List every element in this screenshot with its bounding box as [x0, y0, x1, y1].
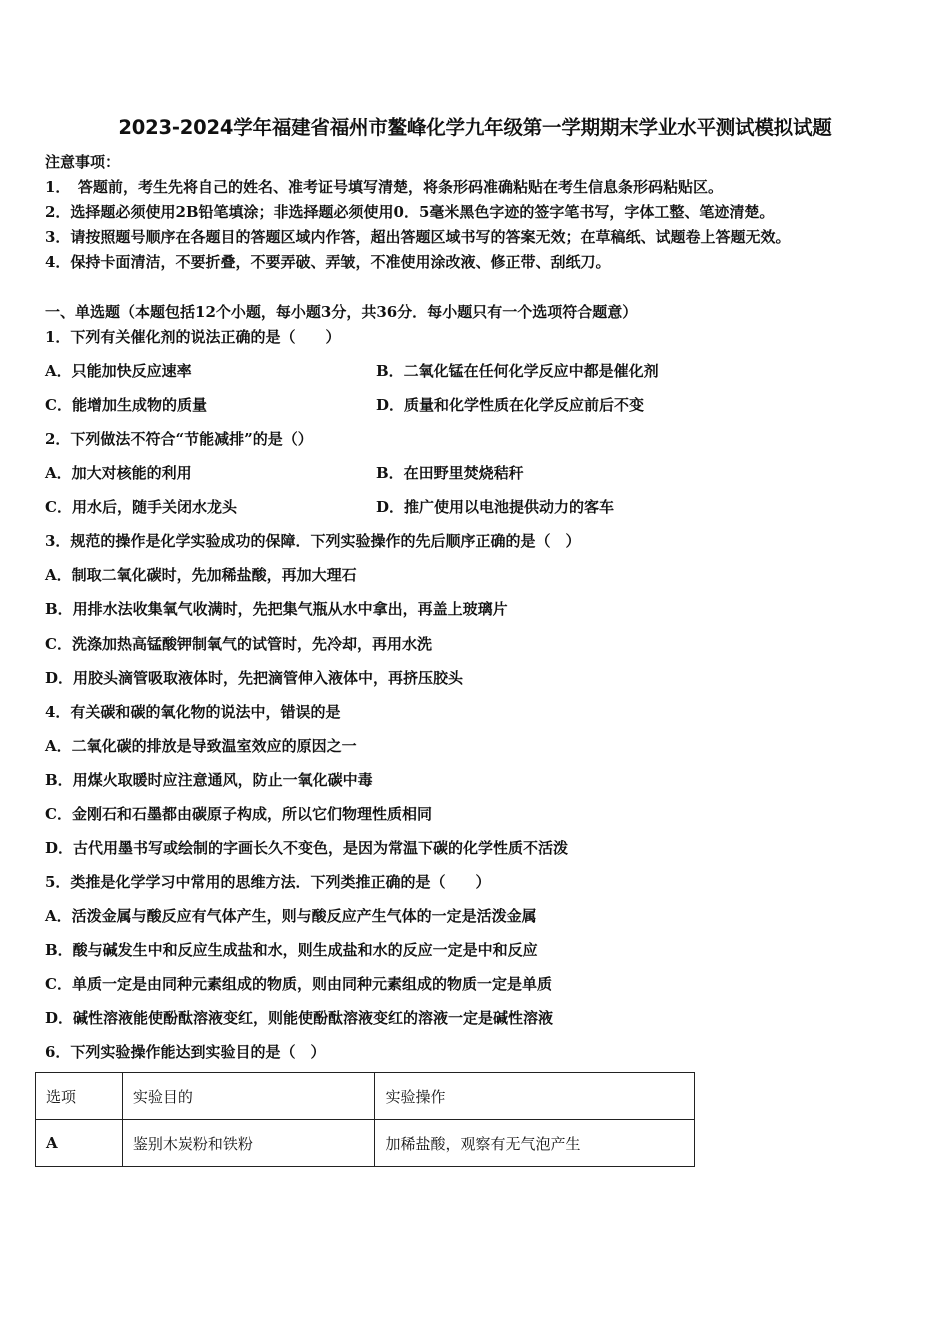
table-header-cell: 选项 [36, 1073, 123, 1120]
table-cell: A [36, 1120, 123, 1167]
section-heading: 一、单选题（本题包括12个小题，每小题3分，共36分．每小题只有一个选项符合题意） [45, 303, 638, 321]
notice-item: 4．保持卡面清洁，不要折叠，不要弄破、弄皱，不准使用涂改液、修正带、刮纸刀。 [45, 253, 611, 271]
notice-item: 1． 答题前，考生先将自己的姓名、准考证号填写清楚，将条形码准确粘贴在考生信息条形码粘贴区。 [45, 178, 723, 196]
option-a: A．制取二氧化碳时，先加稀盐酸，再加大理石 [45, 566, 357, 584]
page-title: 2023-2024学年福建省福州市鳌峰化学九年级第一学期期末学业水平测试模拟试题 [118, 116, 832, 139]
option-b: B．二氧化锰在任何化学反应中都是催化剂 [376, 362, 659, 380]
option-d: D．用胶头滴管吸取液体时，先把滴管伸入液体中，再挤压胶头 [45, 669, 464, 687]
table-header-row [36, 1073, 695, 1120]
option-c: C．能增加生成物的质量 [45, 396, 207, 414]
option-d: D．碱性溶液能使酚酞溶液变红，则能使酚酞溶液变红的溶液一定是碱性溶液 [45, 1009, 554, 1027]
option-b: B．酸与碱发生中和反应生成盐和水，则生成盐和水的反应一定是中和反应 [45, 941, 538, 959]
option-c: C．单质一定是由同种元素组成的物质，则由同种元素组成的物质一定是单质 [45, 975, 552, 993]
table-header-cell: 实验操作 [375, 1073, 695, 1120]
option-a: A．只能加快反应速率 [45, 362, 192, 380]
option-b: B．用排水法收集氧气收满时，先把集气瓶从水中拿出，再盖上玻璃片 [45, 600, 508, 618]
option-d: D．质量和化学性质在化学反应前后不变 [376, 396, 645, 414]
notice-item: 3．请按照题号顺序在各题目的答题区域内作答，超出答题区域书写的答案无效；在草稿纸、试题卷上答题无效。 [45, 228, 791, 246]
table-header-cell: 实验目的 [122, 1073, 375, 1120]
option-b: B．在田野里焚烧秸秆 [376, 464, 524, 482]
option-d: D．推广使用以电池提供动力的客车 [376, 498, 615, 516]
question-stem: 5．类推是化学学习中常用的思维方法．下列类推正确的是（ ） [45, 873, 491, 891]
option-a: A．活泼金属与酸反应有气体产生，则与酸反应产生气体的一定是活泼金属 [45, 907, 537, 925]
notice-item: 2．选择题必须使用2B铅笔填涂；非选择题必须使用0．5毫米黑色字迹的签字笔书写，字体工整、笔迹清楚。 [45, 203, 775, 221]
question-stem: 2．下列做法不符合“节能减排”的是（） [45, 430, 313, 448]
option-a: A．二氧化碳的排放是导致温室效应的原因之一 [45, 737, 357, 755]
question-stem: 3．规范的操作是化学实验成功的保障．下列实验操作的先后顺序正确的是（ ） [45, 532, 581, 550]
option-b: B．用煤火取暖时应注意通风，防止一氧化碳中毒 [45, 771, 373, 789]
notice-heading: 注意事项： [45, 153, 121, 171]
option-c: C．金刚石和石墨都由碳原子构成，所以它们物理性质相同 [45, 805, 432, 823]
experiment-table [35, 1072, 695, 1167]
option-c: C．洗涤加热高锰酸钾制氧气的试管时，先冷却，再用水洗 [45, 635, 432, 653]
question-stem: 4．有关碳和碳的氧化物的说法中，错误的是 [45, 703, 341, 721]
table-cell: 鉴别木炭粉和铁粉 [122, 1120, 375, 1167]
option-a: A．加大对核能的利用 [45, 464, 192, 482]
option-c: C．用水后，随手关闭水龙头 [45, 498, 237, 516]
option-d: D．古代用墨书写或绘制的字画长久不变色，是因为常温下碳的化学性质不活泼 [45, 839, 569, 857]
table-cell: 加稀盐酸，观察有无气泡产生 [375, 1120, 695, 1167]
question-stem: 6．下列实验操作能达到实验目的是（ ） [45, 1043, 326, 1061]
question-stem: 1．下列有关催化剂的说法正确的是（ ） [45, 328, 341, 346]
table-row [36, 1120, 695, 1167]
